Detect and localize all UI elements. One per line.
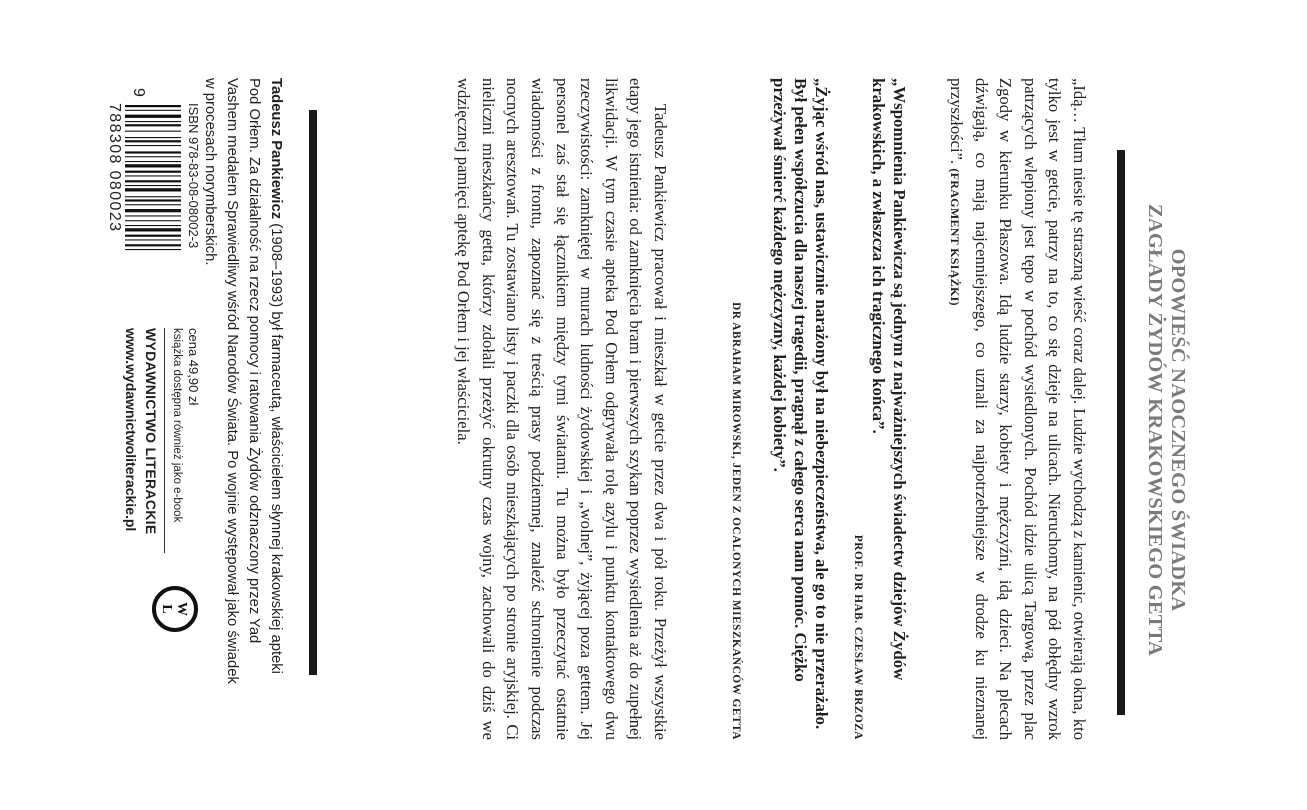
ebook-note: książka dostępna również jako e-book [171, 328, 183, 523]
title-line-1: OPOWIEŚĆ NAOCZNEGO ŚWIADKA [1167, 248, 1189, 612]
barcode-digits: 788308 080023 [106, 103, 123, 233]
quote-mirowski: „Żyjąc wśród nas, ustawicznie narażony był na niebezpieczeństwa, ale go to nie przerażało. Był pełen współczucia dla naszej tragedii, pragnął z całego serca nam pomóc. Ciężko przeżywał śmierć każdego mężczyzny, każdej kobiety”. [770, 78, 831, 730]
author-bio-text: (1908–1993) był farmaceutą, właścicielem słynnej krakowskiej apteki Pod Orłem. Za działalność na rzecz pomocy i ratowania Żydów odznaczony przez Yad Vashem medalem Sprawiedliwy wśród Narodów Świata. Po wojnie występował jako świadek w procesach norymberskich. [202, 78, 284, 684]
publisher-divider [164, 328, 165, 553]
quote-brzoza: „Wspomnienia Pankiewicza są jednym z najważniejszych świadectw dziejów Żydów krakowskich, a zwłaszcza ich tragicznego końca”. [869, 78, 909, 681]
publisher-name: WYDAWNICTWO LITERACKIE [143, 328, 159, 535]
author-bio [199, 78, 287, 688]
barcode-lead-digit: 9 [130, 88, 147, 97]
quote-author-brzoza: PROF. DR HAB. CZESŁAW BRZOZA [852, 534, 864, 740]
price: cena 49,90 zł [186, 328, 201, 406]
svg-text:W: W [174, 602, 189, 616]
cover-title [1143, 150, 1189, 710]
top-rule [1117, 150, 1125, 715]
author-name: Tadeusz Pankiewicz [268, 78, 284, 220]
fragment-text: „Idą… Tłum niesie tę straszną wieść coraz dalej. Ludzie wychodzą z kamienic, otwierają okna, kto tylko jest w getcie, patrzy na to, co się dzieje na ulicach. Nieruchomy, na pół obłędny wzrok patrzących wlepiony jest tępo w pochód wysiedlonych. Pochód idzie ulicą Targową, przez plac Zgody w kierunku Płaszowa. Idą ludzie starzy, kobiety i mężczyźni, idą dzieci. Na plecach dźwigają, co mają najcenniejszego, co uznali za najpotrzebniejsze w drodze ku nieznanej przyszłości”. [947, 78, 1089, 740]
isbn-barcode [125, 103, 181, 293]
title-line-2: ZAGŁADY ŻYDÓW KRAKOWSKIEGO GETTA [1144, 204, 1166, 656]
publisher-url: www.wydawnictwoliterackie.pl [123, 328, 139, 532]
svg-text:L: L [159, 604, 174, 614]
quote-author-mirowski: DR ABRAHAM MIROWSKI, JEDEN Z OCALONYCH MIESZKAŃCÓW GETTA [730, 302, 742, 740]
book-fragment [942, 78, 1091, 740]
fragment-source: (FRAGMENT KSIĄŻKI) [948, 168, 963, 306]
publisher-logo-icon [151, 585, 199, 633]
author-rule [309, 110, 317, 675]
book-description: Tadeusz Pankiewicz pracował i mieszkał w getcie przez dwa i pół roku. Przeżył wszystkie etapy jego istnienia: od zamknięcia bram i pierwszych szykan poprzez wysiedlenia aż do zupełnej likwidacji. W tym czasie apteka Pod Orłem odgrywała rolę azylu i punktu kontaktowego dwu rzeczywistości: zamkniętej w murach ludności żydowskiej i „wolnej”, żyjącej poza gettem. Jej personel zaś stał się łącznikiem między tymi światami. Tu można było przeczytać ostatnie wiadomości z frontu, zapoznać się z treścią prasy podziemnej, znaleźć schronienie podczas nocnych aresztowań. Tu zostawiano listy i paczki dla osób mieszkających po stronie aryjskiej. Ci nieliczni mieszkańcy getta, którzy zdołali przeżyć okrutny czas wojny, zachowali do dziś we wdzięcznej pamięci aptekę Pod Orłem i jej właściciela. [454, 78, 670, 740]
isbn-text: ISBN 978-83-08-08002-3 [186, 103, 201, 249]
